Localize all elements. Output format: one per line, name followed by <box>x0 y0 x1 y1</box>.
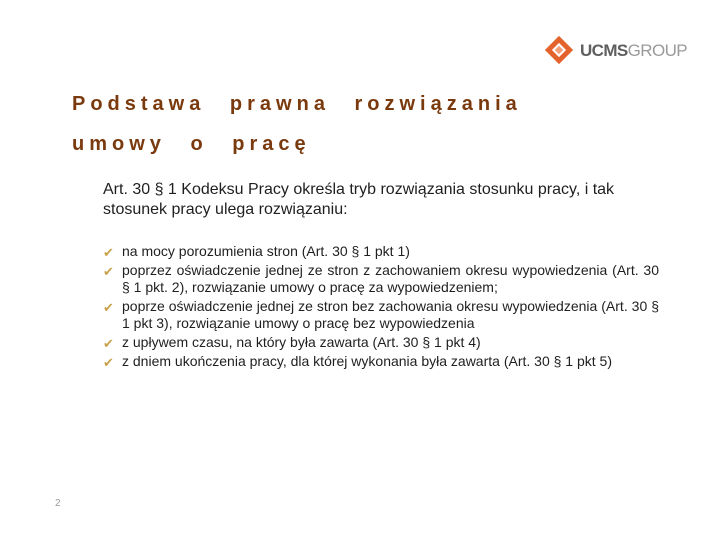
list-item <box>103 334 659 351</box>
list-item <box>103 243 659 260</box>
checkmark-icon: ✔ <box>103 300 114 315</box>
ucms-group-logo <box>545 36 687 64</box>
logo-brand: UCMS <box>580 40 628 60</box>
page-number: 2 <box>55 498 61 509</box>
list-item-text: poprzez oświadczenie jednej ze stron z zachowaniem okresu wypowiedzenia (Art. 30 § 1 pkt. 2), rozwiązanie umowy o pracę za wypowiedzeniem; <box>122 262 659 295</box>
logo-wordmark <box>580 42 687 59</box>
slide-title-line-1: Podstawa prawna rozwiązania <box>72 93 522 115</box>
list-item-text: z dniem ukończenia pracy, dla której wykonania była zawarta (Art. 30 § 1 pkt 5) <box>122 353 612 369</box>
checkmark-icon: ✔ <box>103 245 114 260</box>
list-item <box>103 298 659 332</box>
list-item <box>103 353 659 370</box>
intro-paragraph: Art. 30 § 1 Kodeksu Pracy określa tryb rozwiązania stosunku pracy, i tak stosunek pracy ulega rozwiązaniu: <box>103 181 615 218</box>
list-item-text: na mocy porozumienia stron (Art. 30 § 1 pkt 1) <box>122 243 410 259</box>
checkmark-icon: ✔ <box>103 264 114 279</box>
list-item-text: poprze oświadczenie jednej ze stron bez zachowania okresu wypowiedzenia (Art. 30 § 1 pkt 3), rozwiązanie umowy o pracę bez wypowiedzenia <box>122 298 659 331</box>
slide-title <box>72 84 692 164</box>
checkmark-icon: ✔ <box>103 336 114 351</box>
logo-suffix: GROUP <box>627 40 687 60</box>
list-item <box>103 262 659 296</box>
bullet-list <box>103 243 659 372</box>
list-item-text: z upływem czasu, na który była zawarta (Art. 30 § 1 pkt 4) <box>122 334 481 350</box>
slide-title-line-2: umowy o pracę <box>72 133 311 155</box>
checkmark-icon: ✔ <box>103 355 114 370</box>
ucms-logo-icon <box>545 36 573 64</box>
